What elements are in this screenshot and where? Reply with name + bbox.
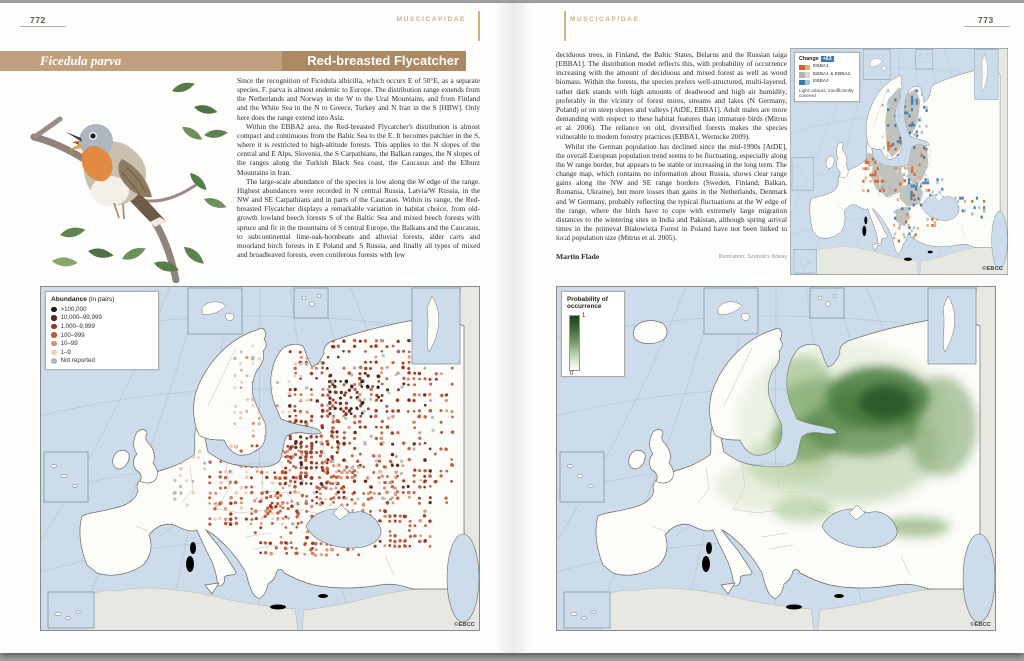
legend-dot-swatch: [51, 315, 57, 321]
change-legend-row: [799, 72, 855, 78]
change-legend-title: [799, 56, 855, 62]
abundance-legend-title: [51, 296, 153, 303]
branch-stub: [36, 119, 60, 136]
leaf-cluster-front: [52, 225, 207, 274]
illustration-credit: Illustration: Szabolcs Kókay: [718, 254, 787, 260]
page-gutter: [494, 3, 532, 653]
page-number-left: 772: [30, 15, 46, 25]
author-name: Martin Flade: [556, 252, 600, 261]
change-title-text: Change: [799, 56, 819, 62]
page-number-right: 773: [978, 15, 994, 25]
probability-legend-title: Probability of occurrence: [567, 296, 608, 311]
change-map: [790, 48, 1008, 275]
abundance-legend-row: [51, 314, 153, 323]
abundance-legend-row: [51, 331, 153, 340]
abundance-legend-row: [51, 348, 153, 357]
header-rule-right: [964, 26, 1010, 27]
change-legend-items: [799, 64, 855, 85]
paragraph: The large-scale abundance of the species is low along the W edge of the range. Highest abundances were recorded in N central Russia, Latvia/W Russia, in the NW and SE Carpathians and in parts of the Caucasus. Within its range, the Red-breasted Flycatcher displays a remarkable variation in habitat choice, from old-growth lowland beech forests S of the Baltic Sea and mixed beech forests with spruce and fir in the mountains of S central Europe, the Balkans and the Caucasus, to subcontinental lime-oak-hornbeam and alluvial forests, alder carrs and moorland birch forests in E Poland and S Russia, and finally all types of mixed and broadleaved forests, even coniferous forests with few: [237, 176, 480, 259]
author-row: [556, 252, 787, 264]
paragraph: deciduous trees, in Finland, the Baltic States, Belarus and the Russian taiga [EBBA1]. The distribution model reflects this, with probability of occurrence increasing with the amount of deciduous and mixed forest as well as wood biomass. Within the forests, the species prefers well-structured, multi-layered, rather dark stands with high amounts of deadwood and high air humidity, preferably in the vicinity of forest mires, streams and lakes (N Germany, Poland) or on steep slopes and valleys [AtDE, EBBA1]. Adult males are more demanding with respect to these habitat features than immature birds (Mitrus et al. 2006). The reliance on old, diversified forests makes the species vulnerable to modern forestry practices (EBBA1, Wernicke 2009).: [556, 50, 787, 142]
abundance-legend-items: [51, 305, 153, 365]
family-header-right: MUSCICAPIDAE: [570, 16, 640, 23]
probability-gradient-bar: [569, 315, 580, 371]
legend-label: 10–99: [60, 340, 78, 348]
common-name: Red-breasted Flycatcher: [282, 51, 466, 71]
scientific-name: Ficedula parva: [0, 51, 282, 71]
leaf-cluster-back: [171, 80, 229, 211]
abundance-legend: [45, 291, 159, 370]
probability-max-label: 1: [582, 313, 586, 320]
change-legend: [794, 52, 860, 102]
map-credit: ©EBCC: [454, 622, 475, 628]
probability-min-label: 0: [570, 371, 574, 378]
legend-label: EBBA1 & EBBA2: [813, 71, 851, 77]
probability-legend: [561, 291, 625, 377]
header-divider-right: [564, 11, 566, 41]
change-legend-note: Light colours: insufficiently covered: [799, 87, 854, 98]
species-title-bar: [0, 51, 466, 71]
legend-label: 100–999: [60, 331, 85, 339]
paragraph: Since the recognition of Ficedula albicilla, which occurs E of 50°E, as a separate species, F. parva is almost endemic to Europe. The distribution range extends from the Netherlands and Norway in the W to the Ural Mountains, and from Finland and the White Sea in the N to Greece, Turkey and N Iran in the S [HBW]. Only here does the range extend into Asia.: [237, 76, 480, 122]
legend-label: Not reported: [60, 357, 95, 365]
abundance-legend-row: [51, 305, 153, 314]
probability-map: [556, 286, 996, 631]
legend-square-swatch: [799, 72, 810, 78]
header-rule-left: [20, 26, 66, 27]
legend-dot-swatch: [51, 332, 57, 338]
legend-dot-swatch: [51, 324, 57, 330]
abundance-legend-row: [51, 322, 153, 331]
legend-dot-swatch: [51, 358, 57, 364]
change-legend-row: [799, 64, 855, 70]
legend-label: 1–9: [60, 348, 71, 356]
header-divider-left: [478, 11, 480, 41]
legend-square-swatch: [799, 80, 810, 86]
paragraph: Whilst the German population has declined since the mid-1990s [AtDE], the overall European population trend seems to be fluctuating, especially along the W range border, but appears to be stable or increasing in the long term. The change map, which contains no information about Russia, shows clear range gains along the NW and SE range borders (Sweden, Finland; Balkan, Romania, Ukraine), but more losses than gains in the Netherlands, Denmark and W Germany, probably reflecting the typical fluctuations at the W edge of the range, where the birds have to cope with extremely large migration distances to the wintering sites in India and Pakistan, although spring arrival times in the primeval Białowieża Forest in Poland have not been linked to local population size (Mitrus et al. 2005).: [556, 141, 787, 243]
legend-title-text: Abundance: [51, 296, 87, 303]
abundance-map: [40, 286, 480, 631]
legend-label: EBBA2: [813, 79, 829, 84]
bird-illustration: [26, 75, 232, 283]
legend-label: EBBA1: [813, 64, 829, 69]
change-legend-row: [799, 79, 855, 85]
legend-label: 10,000–99,999: [60, 314, 102, 322]
family-header-left: MUSCICAPIDAE: [396, 16, 466, 23]
map-credit: ©EBCC: [982, 266, 1003, 272]
legend-label: >100,000: [60, 305, 87, 313]
map-credit: ©EBCC: [970, 622, 991, 628]
legend-dot-swatch: [51, 307, 57, 313]
legend-dot-swatch: [51, 350, 57, 356]
legend-square-swatch: [799, 65, 810, 71]
species-text-right: [556, 50, 787, 246]
probability-scale: [567, 313, 619, 378]
book-spread: [0, 3, 1024, 653]
abundance-legend-row: [51, 357, 153, 366]
legend-label: 1,000–9,999: [60, 322, 95, 330]
bird: [66, 124, 166, 227]
abundance-legend-row: [51, 339, 153, 348]
paragraph: Within the EBBA2 area, the Red-breasted Flycatcher's distribution is almost compact and continuous from the Baltic Sea to the E. It becomes patchier in the S, where it is restricted to high-altitude forests. This applies to the N slopes of the central and E Alps, Slovenia, the S Carpathians, the Balkan ranges, the N slopes of the ranges along the Turkish Black Sea coast, the Caucasus and the Elburz Mountains in Iran.: [237, 121, 480, 177]
species-text-left: [237, 76, 480, 285]
legend-dot-swatch: [51, 341, 57, 347]
legend-unit-text: (in pairs): [88, 296, 115, 303]
change-value-badge: +63: [822, 56, 832, 62]
